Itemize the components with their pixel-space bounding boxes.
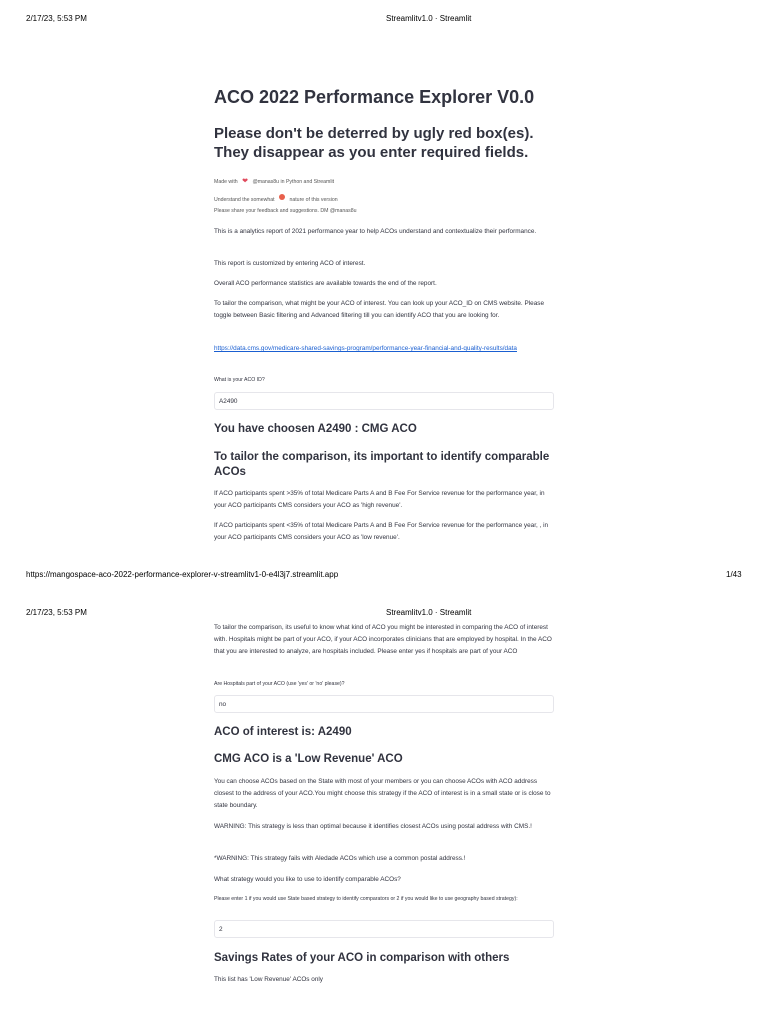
strategy-text: You can choose ACOs based on the State with most of your members or you can choose ACOs with ACO address closest to the address of your ACO.You might choose this strategy if the ACO of interest is in a small state or is close to state boundary. (214, 778, 551, 809)
warning-text-1: WARNING: This strategy is less than optimal because it identifies closest ACOs using postal address with CMS.! (214, 823, 532, 830)
low-revenue-heading: CMG ACO is a 'Low Revenue' ACO (214, 753, 403, 765)
understand-text: Understand the somewhat (214, 197, 275, 203)
strategy-label: Please enter 1 if you would use State based strategy to identify comparators or 2 if you would like to use geography based strategy): (214, 896, 518, 902)
understand-text-2: nature of this version (289, 197, 338, 203)
customized-text: This report is customized by entering ACO of interest. (214, 260, 366, 267)
comparable-heading: To tailor the comparison, its important to identify comparable ACOs (214, 451, 550, 478)
hospitals-label: Are Hospitals part of your ACO (use 'yes' or 'no' please)? (214, 681, 345, 687)
print-url: https://mangospace-aco-2022-performance-explorer-v-streamlitv1-0-e4l3j7.streamlit.app (26, 570, 339, 579)
strategy-input[interactable]: 2 (214, 920, 554, 938)
overall-text: Overall ACO performance statistics are available towards the end of the report. (214, 280, 437, 287)
print-datetime: 2/17/23, 5:53 PM (26, 14, 87, 23)
savings-note: This list has 'Low Revenue' ACOs only (214, 976, 323, 983)
print-page-number: 1/43 (726, 570, 742, 579)
aco-id-input[interactable]: A2490 (214, 392, 554, 410)
intro-text: This is a analytics report of 2021 performance year to help ACOs understand and contextualize their performance. (214, 228, 537, 235)
feedback-text: Please share your feedback and suggestions. DM @manas8u (214, 208, 357, 214)
chosen-aco-heading: You have choosen A2490 : CMG ACO (214, 423, 417, 435)
hospitals-text: To tailor the comparison, its useful to know what kind of ACO you might be interested in comparing the ACO of interest with. Hospitals might be part of your ACO, if your ACO incorporates clinicians that are employed by hospital. In the ACO that you are interested to analyze, are hospitals included. Please enter yes if hospitals are part of your ACO (214, 624, 552, 655)
savings-heading: Savings Rates of your ACO in comparison with others (214, 952, 510, 964)
high-revenue-text: If ACO participants spent >35% of total Medicare Parts A and B Fee For Service revenue for the performance year, in your ACO participants CMS considers your ACO as 'high revenue'. (214, 490, 545, 509)
made-with-author: @manas8u in Python and Streamlit (252, 179, 335, 185)
hospitals-input[interactable]: no (214, 695, 554, 713)
aco-id-label: What is your ACO ID? (214, 377, 265, 383)
understand-line (214, 188, 556, 206)
page-title: ACO 2022 Performance Explorer V0.0 (214, 87, 535, 107)
print-datetime-2: 2/17/23, 5:53 PM (26, 608, 87, 617)
cms-data-link[interactable]: https://data.cms.gov/medicare-shared-savings-program/performance-year-financial-and-quality-results/data (214, 345, 517, 352)
low-revenue-text: If ACO participants spent <35% of total Medicare Parts A and B Fee For Service revenue for the performance year, , in your ACO participants CMS considers your ACO as 'low revenue'. (214, 522, 549, 541)
tailor-text: To tailor the comparison, what might be your ACO of interest. You can look up your ACO_ID on CMS website. Please toggle between Basic filtering and Advanced filtering till you can identify ACO that you are looking for. (214, 300, 544, 319)
warning-heading: Please don't be deterred by ugly red box(es). They disappear as you enter required fields. (214, 125, 534, 161)
made-with-line (214, 170, 556, 188)
construction-emoji-icon (279, 194, 285, 200)
page-title-block (214, 86, 556, 108)
warning-text-2: *WARNING: This strategy fails with Aledade ACOs which use a common postal address.! (214, 855, 466, 862)
aco-interest-heading: ACO of interest is: A2490 (214, 726, 352, 738)
strategy-question: What strategy would you like to use to identify comparable ACOs? (214, 876, 401, 883)
print-doc-title: Streamlitv1.0 · Streamlit (386, 14, 472, 23)
heart-icon: ❤ (242, 178, 248, 185)
made-with-text: Made with (214, 179, 238, 185)
print-doc-title-2: Streamlitv1.0 · Streamlit (386, 608, 472, 617)
warning-heading-block (214, 124, 556, 162)
